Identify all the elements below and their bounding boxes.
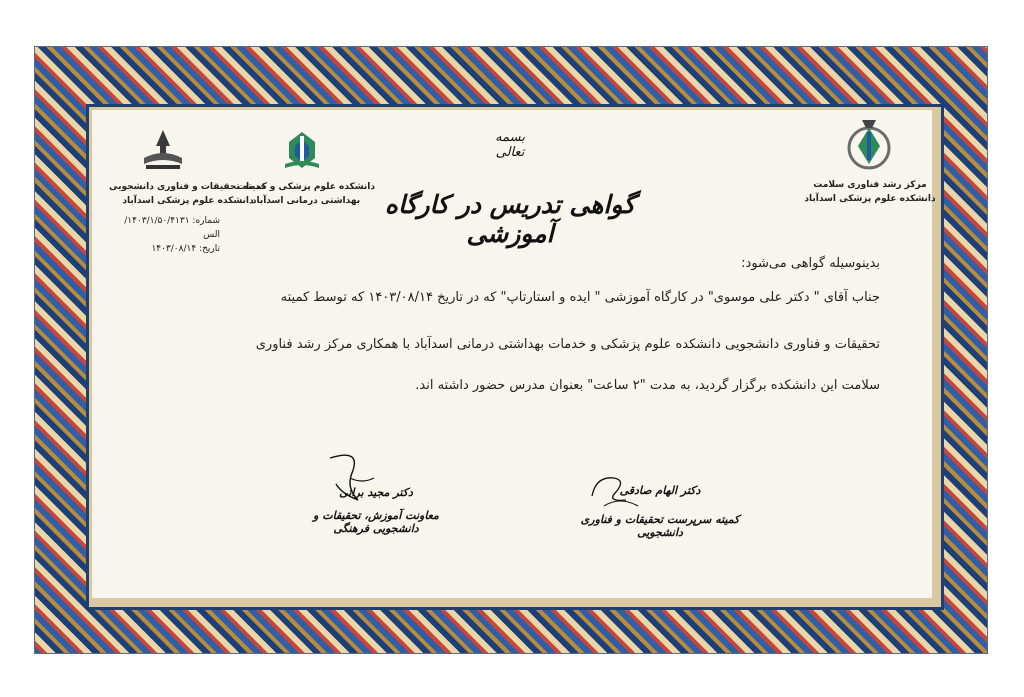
certificate-body-line-2: تحقیقات و فناوری دانشجویی دانشکده علوم پزشکی و خدمات بهداشتی درمانی اسدآباد با همکاری مرکز رشد فناوری bbox=[255, 337, 880, 352]
right-org-label bbox=[800, 178, 940, 206]
basmala: بسمه تعالی bbox=[495, 130, 525, 160]
health-incubator-logo bbox=[844, 118, 894, 176]
document-number: شماره: ۱۴۰۳/۱/۵۰/۴۱۳۱/الس bbox=[124, 216, 220, 240]
left-signatory-name: دکتر مجید براتی bbox=[339, 486, 413, 499]
middle-org-line2: بهداشتی درمانی اسدآباد bbox=[251, 196, 361, 206]
student-research-committee-logo bbox=[140, 128, 186, 172]
left-signature-block bbox=[296, 486, 456, 535]
document-date: تاریخ: ۱۴۰۳/۰۸/۱۴ bbox=[151, 244, 220, 254]
left-org-line2: دانشکده علوم پزشکی اسدآباد bbox=[122, 196, 254, 206]
right-signature-block bbox=[580, 484, 740, 539]
certificate-body-line-3: سلامت این دانشکده برگزار گردید، به مدت "۲ ساعت" بعنوان مدرس حضور داشته اند. bbox=[415, 378, 880, 393]
certificate-intro: بدینوسیله گواهی می‌شود: bbox=[741, 256, 880, 271]
right-org-line2: دانشکده علوم پزشکی اسدآباد bbox=[804, 194, 936, 204]
left-signatory-role: معاونت آموزش، تحقیقات و دانشجویی فرهنگی bbox=[313, 509, 439, 535]
right-org-line1: مرکز رشد فناوری سلامت bbox=[813, 180, 927, 190]
certificate-title: گواهی تدریس در کارگاه آموزشی bbox=[384, 190, 636, 248]
middle-org-line1: دانشکده علوم پزشکی و خدمات bbox=[236, 182, 376, 192]
right-signatory-role: کمیته سرپرست تحقیقات و فناوری دانشجویی bbox=[580, 513, 740, 539]
university-logo bbox=[279, 128, 325, 174]
document-meta bbox=[110, 214, 220, 256]
right-signatory-name: دکتر الهام صادقی bbox=[619, 484, 701, 497]
left-org-line1: کمیته تحقیقات و فناوری دانشجویی bbox=[109, 182, 267, 192]
certificate-body-line-1: جناب آقای " دکتر علی موسوی" در کارگاه آموزشی " ایده و استارتاپ" که در تاریخ ۱۴۰۳/۰۸/۱۴ که توسط کمیته bbox=[280, 290, 880, 305]
